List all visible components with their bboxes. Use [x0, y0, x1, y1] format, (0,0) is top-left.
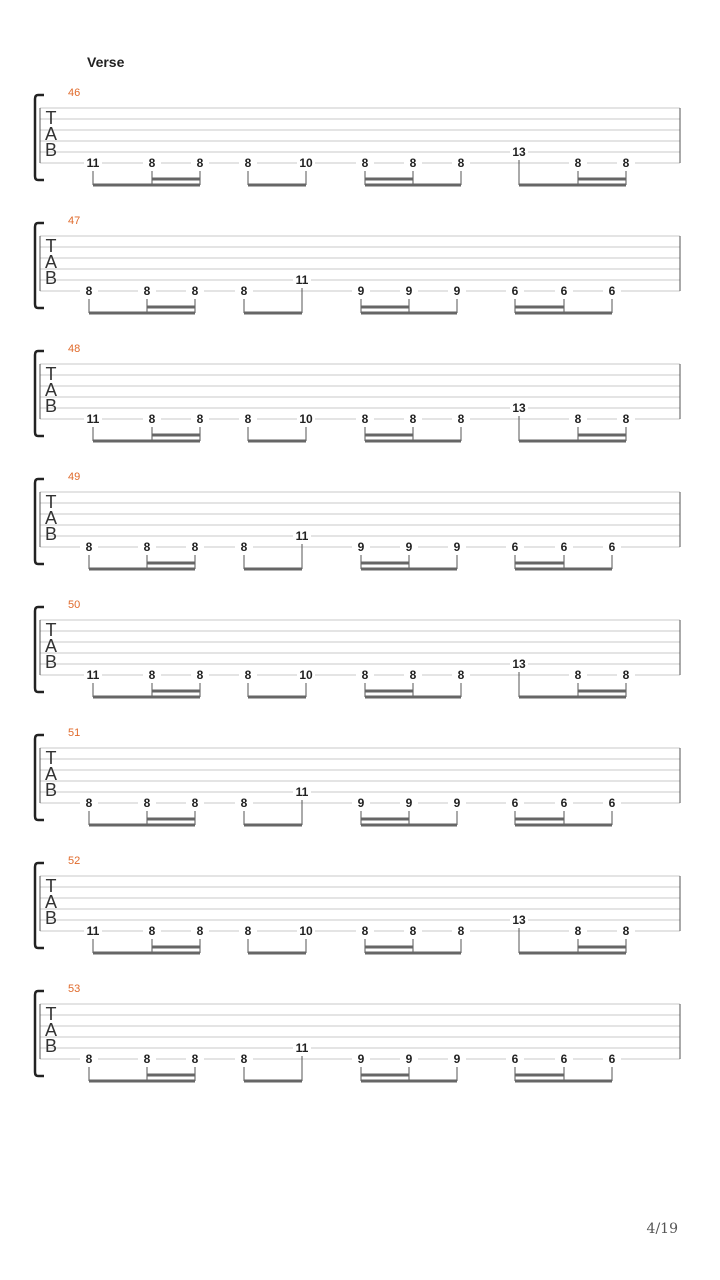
fret-number: 8: [361, 668, 369, 682]
fret-number: 8: [240, 284, 248, 298]
measure-number: 48: [68, 343, 81, 355]
fret-number: 9: [405, 540, 413, 554]
fret-number: 6: [608, 540, 616, 554]
fret-number: 11: [295, 1041, 309, 1055]
fret-number: 11: [295, 273, 309, 287]
fret-number: 8: [148, 412, 156, 426]
fret-number: 8: [85, 284, 93, 298]
fret-number: 10: [299, 668, 313, 682]
fret-number: 8: [409, 924, 417, 938]
fret-number: 9: [453, 1052, 461, 1066]
fret-number: 9: [357, 284, 365, 298]
fret-number: 8: [409, 156, 417, 170]
measure-number: 52: [68, 855, 81, 867]
fret-number: 11: [295, 785, 309, 799]
fret-number: 10: [299, 924, 313, 938]
fret-number: 13: [512, 145, 526, 159]
fret-number: 13: [512, 657, 526, 671]
fret-number: 8: [143, 540, 151, 554]
tab-clef-letter: A: [44, 1020, 58, 1040]
fret-number: 8: [574, 668, 582, 682]
fret-number: 8: [191, 1052, 199, 1066]
measure-number: 53: [68, 983, 81, 995]
fret-number: 8: [622, 156, 630, 170]
fret-number: 8: [143, 284, 151, 298]
fret-number: 8: [457, 412, 465, 426]
tab-clef-letter: A: [44, 380, 58, 400]
tab-clef-letter: T: [45, 364, 57, 384]
fret-number: 6: [511, 1052, 519, 1066]
measure-number: 47: [68, 215, 81, 227]
fret-number: 8: [457, 156, 465, 170]
fret-number: 8: [457, 668, 465, 682]
fret-number: 8: [191, 284, 199, 298]
fret-number: 8: [196, 156, 204, 170]
page-number: 4/19: [646, 1221, 678, 1237]
fret-number: 9: [405, 1052, 413, 1066]
fret-number: 8: [361, 412, 369, 426]
fret-number: 8: [622, 412, 630, 426]
tab-clef-letter: T: [45, 492, 57, 512]
fret-number: 8: [85, 796, 93, 810]
fret-number: 13: [512, 913, 526, 927]
tab-clef-letter: A: [44, 124, 58, 144]
fret-number: 8: [148, 668, 156, 682]
tab-clef-letter: B: [44, 652, 58, 672]
tab-clef-letter: T: [45, 236, 57, 256]
fret-number: 8: [240, 540, 248, 554]
tab-clef-letter: B: [44, 908, 58, 928]
fret-number: 8: [244, 668, 252, 682]
tab-clef-letter: B: [44, 268, 58, 288]
measure-number: 46: [68, 87, 81, 99]
fret-number: 6: [511, 540, 519, 554]
fret-number: 6: [511, 284, 519, 298]
fret-number: 9: [357, 796, 365, 810]
tab-clef-letter: B: [44, 396, 58, 416]
fret-number: 9: [453, 540, 461, 554]
tab-clef-letter: A: [44, 508, 58, 528]
fret-number: 8: [196, 412, 204, 426]
fret-number: 8: [240, 796, 248, 810]
fret-number: 8: [191, 540, 199, 554]
fret-number: 8: [574, 924, 582, 938]
tab-clef-letter: T: [45, 876, 57, 896]
fret-number: 11: [86, 924, 100, 938]
fret-number: 8: [148, 924, 156, 938]
fret-number: 8: [143, 796, 151, 810]
measure-number: 50: [68, 599, 81, 611]
fret-number: 8: [240, 1052, 248, 1066]
fret-number: 8: [85, 1052, 93, 1066]
tab-clef-letter: B: [44, 780, 58, 800]
fret-number: 8: [244, 412, 252, 426]
tab-clef-letter: A: [44, 636, 58, 656]
fret-number: 8: [409, 412, 417, 426]
fret-number: 8: [574, 412, 582, 426]
fret-number: 8: [244, 156, 252, 170]
tab-clef-letter: A: [44, 252, 58, 272]
tab-clef-letter: T: [45, 1004, 57, 1024]
fret-number: 8: [191, 796, 199, 810]
fret-number: 6: [608, 284, 616, 298]
fret-number: 10: [299, 156, 313, 170]
fret-number: 6: [560, 796, 568, 810]
fret-number: 8: [361, 156, 369, 170]
tab-clef-letter: A: [44, 892, 58, 912]
fret-number: 6: [608, 796, 616, 810]
measure-number: 51: [68, 727, 81, 739]
fret-number: 8: [457, 924, 465, 938]
fret-number: 8: [244, 924, 252, 938]
fret-number: 8: [361, 924, 369, 938]
fret-number: 6: [560, 284, 568, 298]
fret-number: 6: [560, 1052, 568, 1066]
fret-number: 9: [405, 796, 413, 810]
fret-number: 9: [453, 796, 461, 810]
fret-number: 8: [622, 924, 630, 938]
fret-number: 11: [86, 668, 100, 682]
fret-number: 6: [511, 796, 519, 810]
section-title: Verse: [87, 54, 125, 70]
fret-number: 8: [622, 668, 630, 682]
tab-clef-letter: B: [44, 1036, 58, 1056]
tab-clef-letter: T: [45, 620, 57, 640]
tab-clef-letter: B: [44, 524, 58, 544]
tab-clef-letter: B: [44, 140, 58, 160]
fret-number: 11: [86, 412, 100, 426]
fret-number: 9: [453, 284, 461, 298]
fret-number: 8: [574, 156, 582, 170]
fret-number: 8: [409, 668, 417, 682]
fret-number: 8: [196, 668, 204, 682]
fret-number: 11: [86, 156, 100, 170]
tab-clef-letter: T: [45, 108, 57, 128]
fret-number: 9: [357, 540, 365, 554]
fret-number: 6: [560, 540, 568, 554]
measure-number: 49: [68, 471, 81, 483]
fret-number: 11: [295, 529, 309, 543]
tab-clef-letter: A: [44, 764, 58, 784]
fret-number: 10: [299, 412, 313, 426]
fret-number: 8: [143, 1052, 151, 1066]
fret-number: 8: [148, 156, 156, 170]
tab-clef-letter: T: [45, 748, 57, 768]
fret-number: 8: [196, 924, 204, 938]
fret-number: 9: [405, 284, 413, 298]
fret-number: 8: [85, 540, 93, 554]
fret-number: 6: [608, 1052, 616, 1066]
fret-number: 9: [357, 1052, 365, 1066]
fret-number: 13: [512, 401, 526, 415]
